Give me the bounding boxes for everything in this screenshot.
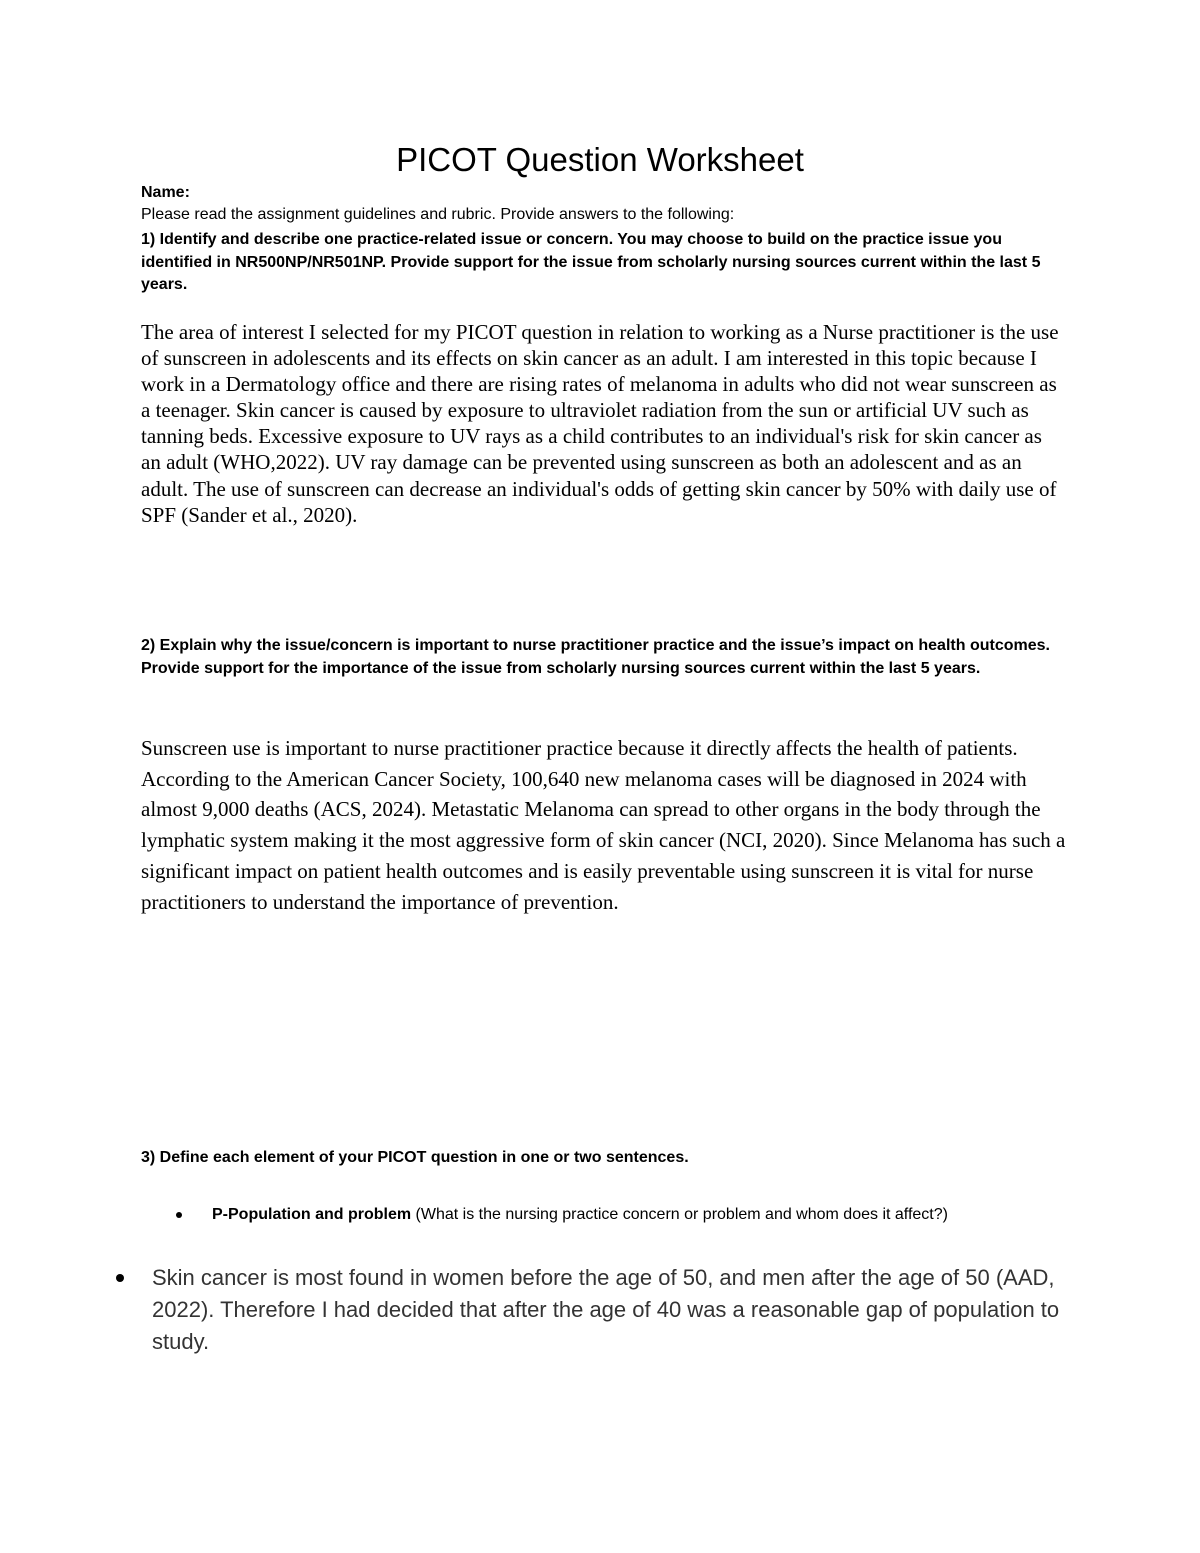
question-2-answer: Sunscreen use is important to nurse practitioner practice because it directly affects the health of patients. According to the American Cancer Society, 100,640 new melanoma cases will be diagnosed in 2024 with almost 9,000 deaths (ACS, 2024). Metastatic Melanoma can spread to other organs in the body through the lymphatic system making it the most aggressive form of skin cancer (NCI, 2020). Since Melanoma has such a significant impact on patient health outcomes and is easily preventable using sunscreen it is vital for nurse practitioners to understand the importance of prevention.	[141, 736, 1066, 914]
page-title: PICOT Question Worksheet	[396, 141, 804, 178]
instructions-text: Please read the assignment guidelines and rubric. Provide answers to the following:	[141, 206, 735, 223]
bullet-icon	[116, 1274, 124, 1282]
name-label: Name:	[141, 184, 190, 201]
bullet-icon	[176, 1212, 182, 1218]
picot-p-label: P-Population and problem	[212, 1206, 412, 1223]
question-3-prompt: 3) Define each element of your PICOT question in one or two sentences.	[141, 1149, 689, 1166]
picot-p-item	[176, 1204, 1076, 1226]
picot-p-answer-item	[116, 1262, 1076, 1358]
question-2-prompt: 2) Explain why the issue/concern is important to nurse practitioner practice and the issue’s impact on health outcomes. Provide support for the importance of the issue from scholarly nursing sources current within the last 5 years.	[141, 637, 1050, 677]
picot-p-answer: Skin cancer is most found in women before the age of 50, and men after the age of 50 (AAD, 2022). Therefore I had decided that after the age of 40 was a reasonable gap of population to study.	[152, 1265, 1060, 1354]
picot-p-text	[212, 1204, 1076, 1226]
picot-p-hint: (What is the nursing practice concern or problem and whom does it affect?)	[411, 1206, 948, 1223]
question-1-prompt: 1) Identify and describe one practice-related issue or concern. You may choose to build on the practice issue you identified in NR500NP/NR501NP. Provide support for the issue from scholarly nursing sources current within the last 5 years.	[141, 231, 1041, 293]
question-1-answer: The area of interest I selected for my PICOT question in relation to working as a Nurse practitioner is the use of sunscreen in adolescents and its effects on skin cancer as an adult. I am interested in this topic because I work in a Dermatology office and there are rising rates of melanoma in adults who did not wear sunscreen as a teenager. Skin cancer is caused by exposure to ultraviolet radiation from the sun or artificial UV such as tanning beds. Excessive exposure to UV rays as a child contributes to an individual's risk for skin cancer as an adult (WHO,2022). UV ray damage can be prevented using sunscreen as both an adolescent and as an adult. The use of sunscreen can decrease an individual's odds of getting skin cancer by 50% with daily use of SPF (Sander et al., 2020).	[141, 320, 1059, 527]
